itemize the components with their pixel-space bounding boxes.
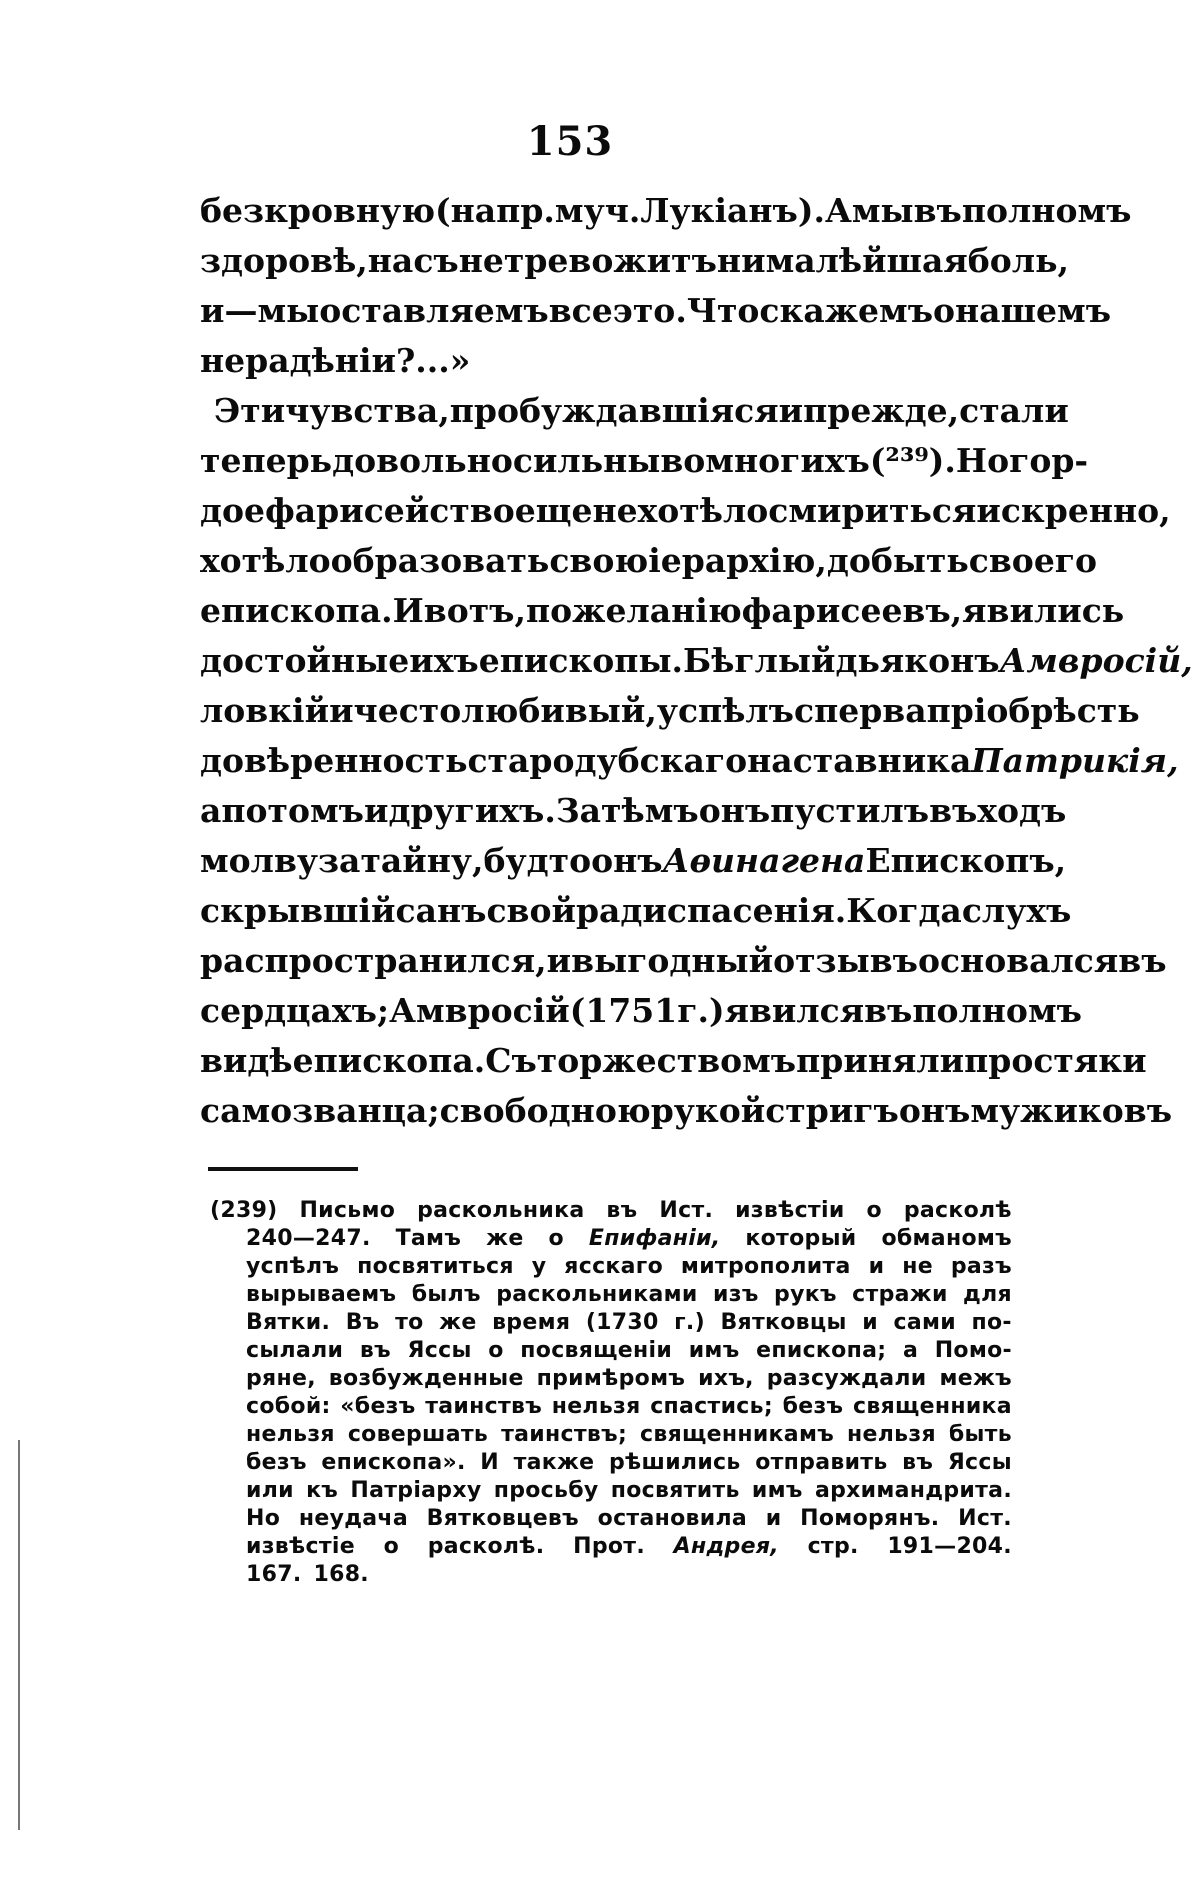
word: выгодный bbox=[571, 941, 774, 980]
word: Вятковцевъ bbox=[426, 1506, 579, 1531]
footnote-line bbox=[210, 1449, 1012, 1477]
word: и—мы bbox=[200, 291, 320, 330]
word: по- bbox=[971, 1310, 1012, 1335]
word: (напр. bbox=[435, 191, 555, 230]
word: ряне, bbox=[246, 1366, 316, 1391]
word: полномъ bbox=[912, 991, 1082, 1030]
word: и bbox=[868, 1254, 885, 1279]
word: онъ bbox=[898, 1091, 971, 1130]
word: видѣ bbox=[200, 1041, 293, 1080]
word: нерадѣніи?...» bbox=[200, 341, 471, 380]
word: совершать bbox=[347, 1422, 489, 1447]
word: явились bbox=[962, 591, 1125, 630]
word: пробуждавшіяся bbox=[449, 391, 779, 430]
word: достойные bbox=[200, 641, 410, 680]
word: и bbox=[765, 1506, 782, 1531]
word: безъ bbox=[782, 1394, 844, 1419]
word: довольно bbox=[332, 441, 513, 480]
word: Прот. bbox=[573, 1534, 645, 1559]
word: рукъ bbox=[774, 1282, 837, 1307]
word: спастись; bbox=[650, 1394, 773, 1419]
word: (239) bbox=[210, 1198, 278, 1223]
word: ясскаго bbox=[564, 1254, 663, 1279]
word: мужиковъ bbox=[970, 1091, 1173, 1130]
word: будто bbox=[483, 841, 592, 880]
text-line bbox=[200, 886, 1072, 936]
word: ихъ bbox=[409, 641, 479, 680]
word: ходъ bbox=[977, 791, 1067, 830]
word: оставляемъ bbox=[319, 291, 549, 330]
word: 191—204. bbox=[887, 1534, 1012, 1559]
word: г.) bbox=[677, 991, 725, 1030]
word: Епископъ, bbox=[865, 841, 1067, 880]
word: раскольниками bbox=[496, 1282, 698, 1307]
word: или bbox=[246, 1478, 294, 1503]
word: митрополита bbox=[680, 1254, 851, 1279]
word: распространился, bbox=[200, 941, 547, 980]
word: же bbox=[439, 1310, 477, 1335]
text-line bbox=[200, 686, 1140, 736]
word: же bbox=[486, 1226, 524, 1251]
word: Аѳинагена bbox=[662, 841, 866, 880]
text-line bbox=[200, 636, 1193, 686]
word: въ bbox=[929, 791, 978, 830]
word: торжествомъ bbox=[536, 1041, 797, 1080]
word: не bbox=[458, 241, 504, 280]
text-line bbox=[200, 786, 1067, 836]
footnote-line bbox=[210, 1477, 1012, 1505]
word: дьяконъ bbox=[835, 641, 1000, 680]
word: вотъ, bbox=[423, 591, 526, 630]
footnote bbox=[210, 1197, 1012, 1589]
word: разъ bbox=[950, 1254, 1012, 1279]
word: смириться bbox=[768, 491, 977, 530]
word: примѣромъ bbox=[536, 1366, 686, 1391]
word: въ bbox=[902, 1450, 934, 1475]
word: епископа». bbox=[321, 1450, 466, 1475]
word: Но bbox=[955, 441, 1010, 480]
word: чувства, bbox=[285, 391, 450, 430]
word: и bbox=[778, 391, 804, 430]
text-line bbox=[200, 836, 1067, 886]
word: За bbox=[555, 791, 602, 830]
word: стр. bbox=[807, 1534, 859, 1559]
word: ловкій bbox=[200, 691, 330, 730]
word: нельзя bbox=[847, 1422, 936, 1447]
text-line bbox=[200, 586, 1125, 636]
text-line bbox=[200, 736, 1179, 786]
word: рѣшились bbox=[609, 1450, 741, 1475]
word: для bbox=[963, 1282, 1012, 1307]
text-line bbox=[200, 386, 1069, 436]
word: епископа; bbox=[756, 1338, 887, 1363]
word: Поморянъ. bbox=[800, 1506, 940, 1531]
word: имъ bbox=[751, 1478, 803, 1503]
word: о bbox=[383, 1534, 400, 1559]
word: дое bbox=[200, 491, 266, 530]
word: таинствъ bbox=[425, 1394, 543, 1419]
word: въ bbox=[1118, 941, 1167, 980]
word: обманомъ bbox=[881, 1226, 1012, 1251]
word: о bbox=[866, 1198, 882, 1223]
word: здоровѣ, bbox=[200, 241, 368, 280]
word: Вятки. bbox=[246, 1310, 331, 1335]
word: въ bbox=[606, 1198, 638, 1223]
footnote-line bbox=[210, 1197, 1012, 1225]
footnote-line bbox=[210, 1505, 1012, 1533]
word: епископа. bbox=[292, 1041, 486, 1080]
word: и bbox=[329, 691, 354, 730]
word: отправить bbox=[755, 1450, 888, 1475]
word: въ bbox=[913, 191, 962, 230]
word: своего bbox=[968, 541, 1098, 580]
word: въ bbox=[864, 991, 913, 1030]
footnote-line bbox=[210, 1365, 1012, 1393]
word: нашемъ bbox=[955, 291, 1112, 330]
footnote-line bbox=[210, 1337, 1012, 1365]
word: который bbox=[745, 1226, 857, 1251]
word: простяки bbox=[964, 1041, 1147, 1080]
word: свой bbox=[486, 891, 576, 930]
word: быть bbox=[948, 1422, 1012, 1447]
word: іерархію, bbox=[648, 541, 827, 580]
word: и bbox=[364, 791, 389, 830]
word: и bbox=[546, 941, 572, 980]
word: 167. bbox=[246, 1562, 302, 1587]
word: Съ bbox=[485, 1041, 537, 1080]
word: Помо- bbox=[934, 1338, 1012, 1363]
word: потомъ bbox=[221, 791, 364, 830]
word: время bbox=[492, 1310, 571, 1335]
word: по bbox=[525, 591, 573, 630]
word: за bbox=[318, 841, 361, 880]
word: Амвросій, bbox=[999, 641, 1193, 680]
word: все bbox=[548, 291, 613, 330]
word: Патріарху bbox=[350, 1478, 482, 1503]
word: сердцахъ; bbox=[200, 991, 390, 1030]
word: желанію bbox=[572, 591, 742, 630]
text-line bbox=[200, 1036, 1147, 1086]
footnote-line bbox=[210, 1393, 1012, 1421]
word: изъ bbox=[713, 1282, 759, 1307]
word: другихъ. bbox=[388, 791, 556, 830]
word: Епифаніи, bbox=[588, 1226, 721, 1251]
word: о bbox=[933, 291, 956, 330]
word: онъ bbox=[591, 841, 663, 880]
word: не bbox=[902, 1254, 933, 1279]
word: рукой bbox=[650, 1091, 766, 1130]
word: неудача bbox=[298, 1506, 408, 1531]
word: молву bbox=[200, 841, 318, 880]
word: муч. bbox=[554, 191, 641, 230]
word: самозванца; bbox=[200, 1091, 440, 1130]
word: полномъ bbox=[961, 191, 1132, 230]
word: скрывшій bbox=[200, 891, 396, 930]
word: остановила bbox=[597, 1506, 748, 1531]
word: не bbox=[592, 491, 638, 530]
word: ради bbox=[575, 891, 667, 930]
footnote-line bbox=[210, 1309, 1012, 1337]
word: искренно, bbox=[976, 491, 1171, 530]
word: священникамъ bbox=[640, 1422, 835, 1447]
word: хотѣло bbox=[637, 491, 769, 530]
word: былъ bbox=[411, 1282, 481, 1307]
word: основался bbox=[917, 941, 1119, 980]
word: въ bbox=[359, 1338, 391, 1363]
word: «безъ bbox=[340, 1394, 416, 1419]
word: посвятиться bbox=[357, 1254, 514, 1279]
word: скажемъ bbox=[759, 291, 934, 330]
word: успѣлъ bbox=[246, 1254, 340, 1279]
word: Когда bbox=[846, 891, 962, 930]
word: о bbox=[548, 1226, 564, 1251]
footnote-line bbox=[210, 1281, 1012, 1309]
word: собой: bbox=[246, 1394, 331, 1419]
word: Яссы bbox=[947, 1450, 1012, 1475]
word: епископа. bbox=[200, 591, 393, 630]
word: спасенія. bbox=[666, 891, 847, 930]
word: малѣйшая bbox=[765, 241, 968, 280]
word: Въ bbox=[345, 1310, 380, 1335]
word: явился bbox=[724, 991, 865, 1030]
word: о bbox=[488, 1338, 504, 1363]
word: (²³⁹). bbox=[869, 441, 956, 480]
word: расколѣ bbox=[903, 1198, 1012, 1223]
word: а bbox=[902, 1338, 919, 1363]
word: свою bbox=[549, 541, 649, 580]
word: расколѣ. bbox=[427, 1534, 545, 1559]
word: образовать bbox=[330, 541, 550, 580]
word: слухъ bbox=[961, 891, 1072, 930]
word: священника bbox=[853, 1394, 1012, 1419]
word: нельзя bbox=[246, 1422, 335, 1447]
word: Бѣглый bbox=[683, 641, 836, 680]
word: возбужденные bbox=[328, 1366, 524, 1391]
text-line bbox=[200, 486, 1171, 536]
word: И bbox=[392, 591, 424, 630]
word: Лукіанъ). bbox=[640, 191, 825, 230]
word: гор- bbox=[1009, 441, 1089, 480]
word: у bbox=[531, 1254, 547, 1279]
word: во bbox=[660, 441, 706, 480]
footnote-line bbox=[210, 1533, 1012, 1561]
word: епископы. bbox=[478, 641, 684, 680]
word: прежде, bbox=[803, 391, 960, 430]
word: къ bbox=[306, 1478, 339, 1503]
footnote-line bbox=[210, 1253, 1012, 1281]
word: 168. bbox=[313, 1562, 369, 1587]
word: ихъ, bbox=[698, 1366, 754, 1391]
word: Эти bbox=[214, 391, 286, 430]
word: добыть bbox=[826, 541, 969, 580]
word: нельзя bbox=[551, 1394, 641, 1419]
word: довѣренность bbox=[200, 741, 468, 780]
word: стражи bbox=[852, 1282, 948, 1307]
word: (1730 bbox=[585, 1310, 659, 1335]
word: фарисеевъ, bbox=[741, 591, 963, 630]
footnote-line bbox=[210, 1421, 1012, 1449]
word: разсуждали bbox=[766, 1366, 927, 1391]
word: Что bbox=[686, 291, 760, 330]
word: Ист. bbox=[958, 1506, 1012, 1531]
text-line bbox=[200, 936, 1167, 986]
word: просьбу bbox=[493, 1478, 599, 1503]
word: пріобрѣсть bbox=[926, 691, 1140, 730]
word: межъ bbox=[939, 1366, 1012, 1391]
word: И bbox=[480, 1450, 499, 1475]
word: Андрея, bbox=[673, 1534, 779, 1559]
word: г.) bbox=[674, 1310, 705, 1335]
word: Письмо bbox=[299, 1198, 396, 1223]
word: ни bbox=[716, 241, 766, 280]
word: сильны bbox=[512, 441, 661, 480]
word: Ист. bbox=[659, 1198, 714, 1223]
word: онъ bbox=[698, 791, 771, 830]
word: посвященіи bbox=[520, 1338, 673, 1363]
word: Вятковцы bbox=[720, 1310, 847, 1335]
word: безъ bbox=[246, 1450, 307, 1475]
word: приняли bbox=[796, 1041, 965, 1080]
text-line bbox=[200, 186, 1132, 236]
word: извѣстіи bbox=[735, 1198, 845, 1223]
footnote-line bbox=[210, 1225, 1012, 1253]
text-line bbox=[200, 986, 1082, 1036]
word: тревожитъ bbox=[503, 241, 717, 280]
word: насъ bbox=[367, 241, 459, 280]
word: таинствъ; bbox=[501, 1422, 628, 1447]
footnote-line bbox=[210, 1561, 1012, 1589]
word: стародубскаго bbox=[467, 741, 748, 780]
word: свободною bbox=[439, 1091, 651, 1130]
word: успѣлъ bbox=[656, 691, 794, 730]
word: А bbox=[824, 191, 852, 230]
word: пустилъ bbox=[770, 791, 930, 830]
word: архимандрита. bbox=[814, 1478, 1012, 1503]
word: то bbox=[395, 1310, 424, 1335]
word: сами bbox=[893, 1310, 956, 1335]
word: Патрикія, bbox=[971, 741, 1179, 780]
word: отзывъ bbox=[773, 941, 918, 980]
main-text bbox=[200, 186, 1193, 1136]
word: сперва bbox=[793, 691, 927, 730]
word: фарисейство bbox=[265, 491, 515, 530]
word: также bbox=[513, 1450, 595, 1475]
footnote-divider bbox=[208, 1167, 358, 1171]
word: (1751 bbox=[569, 991, 678, 1030]
word: а bbox=[200, 791, 222, 830]
word: сылали bbox=[246, 1338, 344, 1363]
text-line bbox=[200, 536, 1098, 586]
word: теперь bbox=[200, 441, 333, 480]
word: Яссы bbox=[407, 1338, 472, 1363]
text-line bbox=[200, 336, 990, 386]
word: вырываемъ bbox=[246, 1282, 397, 1307]
word: стали bbox=[959, 391, 1069, 430]
word: честолюбивый, bbox=[353, 691, 657, 730]
word: еще bbox=[514, 491, 593, 530]
word: стригъ bbox=[765, 1091, 899, 1130]
word: санъ bbox=[395, 891, 487, 930]
word: хотѣло bbox=[200, 541, 331, 580]
scan-margin-line bbox=[18, 1440, 20, 1830]
word: посвятить bbox=[610, 1478, 740, 1503]
word: Тамъ bbox=[395, 1226, 462, 1251]
word: извѣстіе bbox=[246, 1534, 355, 1559]
word: многихъ bbox=[705, 441, 870, 480]
word: наставника bbox=[747, 741, 972, 780]
text-line bbox=[200, 436, 1089, 486]
text-line bbox=[200, 286, 1112, 336]
page-number: 153 bbox=[526, 118, 614, 165]
word: безкровную bbox=[200, 191, 436, 230]
text-line bbox=[200, 1086, 1173, 1136]
word: боль, bbox=[967, 241, 1069, 280]
word: 240—247. bbox=[246, 1226, 371, 1251]
word: это. bbox=[612, 291, 687, 330]
word: тайну, bbox=[360, 841, 484, 880]
word: Амвросій bbox=[389, 991, 570, 1030]
word: раскольника bbox=[417, 1198, 585, 1223]
word: Но bbox=[246, 1506, 281, 1531]
text-line bbox=[200, 236, 1069, 286]
word: и bbox=[862, 1310, 878, 1335]
word: имъ bbox=[688, 1338, 740, 1363]
word: мы bbox=[851, 191, 914, 230]
word: тѣмъ bbox=[601, 791, 699, 830]
